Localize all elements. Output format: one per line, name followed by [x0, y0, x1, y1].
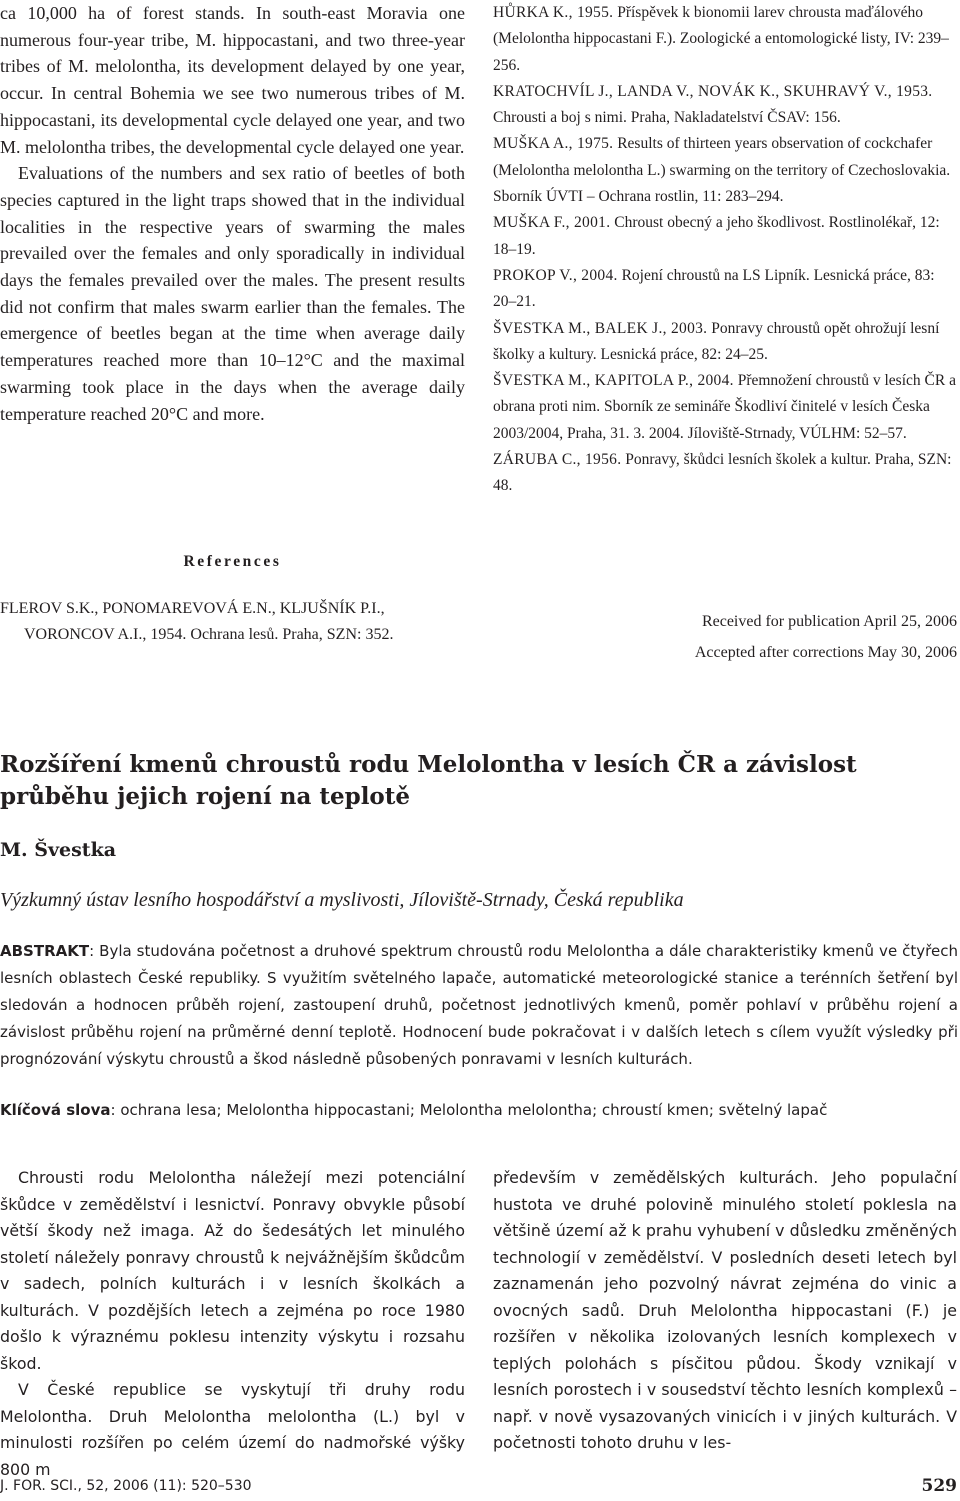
- reference-text: Ponravy, škůdci lesních školek a kultur. Praha, SZN: 48.: [493, 451, 952, 495]
- references-list: [493, 0, 957, 500]
- reference-item: [493, 210, 957, 263]
- received-date: Received for publication April 25, 2006: [701, 613, 957, 630]
- reference-author: ZÁRUBA C., 1956.: [493, 451, 622, 469]
- abstract-text: : Byla studována početnost a druhové spektrum chroustů rodu Melolontha a dále charakteristiky kmenů ve čtyřech lesních oblastech České republiky. S využitím světelného lapače, automatické meteorologické stanice a terénních šetření byl sledován a hodnocen průběh rojení, zastoupení druhů, početnost jednotlivých kmenů, poměr pohlaví v průběhu rojení a závislost průběhu rojení na průměrné denní teplotě. Hodnocení bude pokračovat i v dalších letech s cílem využít výsledky při prognózování výskytu chroustů a škod následně působených ponravami v lesních kulturách.: [0, 942, 958, 1068]
- reference-text: Results of thirteen years observation of cockchafer (Melolontha melolontha L.) swarming on the territory of Czechoslovakia. Sborník ÚVTI – Ochrana rostlin, 11: 283–294.: [493, 135, 951, 206]
- reference-line: VORONCOV A.I., 1954. Ochrana lesů. Praha, SZN: 352.: [24, 626, 394, 643]
- body-left-column: [0, 1165, 465, 1483]
- reference-author: HŮRKA K., 1955.: [493, 4, 614, 21]
- reference-text: Chrousti a boj s nimi. Praha, Nakladatelství ČSAV: 156.: [493, 109, 841, 127]
- abstract-label: ABSTRAKT: [0, 942, 90, 960]
- reference-author: PROKOP V., 2004.: [493, 266, 618, 284]
- body-paragraph: Chrousti rodu Melolontha náležejí mezi potenciální škůdce v zemědělství i lesnictví. Ponravy obvykle působí větší škody než imaga. Až do šedesátých let minulého století náležely ponravy chroustů k nejvážnějším škůdcům v sadech, polních kulturách i v lesních školkách a kulturách. V pozdějších letech a zejména po roce 1980 došlo k výraznému poklesu intenzity výskytu i rozsahu škod.: [0, 1168, 465, 1373]
- reference-text: Rojení chroustů na LS Lipník. Lesnická práce, 83: 20–21.: [493, 266, 935, 311]
- body-right-column: [493, 1165, 957, 1457]
- reference-author: ŠVESTKA M., BALEK J., 2003.: [493, 319, 708, 337]
- reference-line: FLEROV S.K., PONOMAREVOVÁ E.N., KLJUŠNÍK P.I.,: [0, 600, 385, 617]
- reference-text: Přemnožení chroustů v lesích ČR a obrana proti nim. Sborník ze semináře Škodliví činitelé v lesích Česka 2003/2004, Praha, 31. 3. 2004. Jíloviště-Strnady, VÚLHM: 52–57.: [493, 372, 956, 442]
- reference-item: [493, 263, 957, 316]
- reference-author: MUŠKA A., 1975.: [493, 135, 614, 153]
- reference-author: MUŠKA F., 2001.: [493, 214, 611, 232]
- reference-item: [493, 0, 957, 79]
- body-paragraph: především v zemědělských kulturách. Jeho populační hustota ve druhé polovině minulého století poklesla na většině území až k prahu vyhubení v důsledku změněných technologií v zemědělství. V posledních deseti letech byl zaznamenán jeho pozvolný návrat zejména do vinic a ovocných sadů. Druh Melolontha hippocastani (F.) je rozšířen v několika izolovaných lesních komplexech v teplých polohách s písčitou půdou. Škody vznikají v lesních porostech i v sousedství těchto lesních komplexů – např. v nově vysazovaných vinicích i v jiných kulturách. V početnosti tohoto druhu v les-: [493, 1168, 957, 1452]
- reference-text: Ponravy chroustů opět ohrožují lesní školky a kultury. Lesnická práce, 82: 24–25.: [493, 319, 940, 363]
- reference-flerov: [0, 596, 465, 648]
- article-title: Rozšíření kmenů chroustů rodu Melolontha v lesích ČR a závislost průběhu jejich rojení na teplotě: [0, 751, 857, 810]
- left-column-text: [0, 0, 465, 427]
- reference-item: [493, 79, 957, 132]
- publication-dates: [493, 606, 957, 668]
- keywords-text: : ochrana lesa; Melolontha hippocastani; Melolontha melolontha; chroustí kmen; světelný lapač: [110, 1101, 828, 1119]
- reference-author: KRATOCHVÍL J., LANDA V., NOVÁK K., SKUHRAVÝ V., 1953.: [493, 82, 933, 100]
- journal-citation: J. FOR. SCI., 52, 2006 (11): 520–530: [0, 1478, 252, 1494]
- reference-item: [493, 447, 957, 500]
- abstract: [0, 938, 958, 1073]
- keywords: [0, 1097, 958, 1124]
- references-heading: References: [183, 553, 282, 570]
- reference-item: [493, 131, 957, 210]
- reference-item: [493, 316, 957, 369]
- reference-author: ŠVESTKA M., KAPITOLA P., 2004.: [493, 372, 734, 390]
- paragraph-evaluations: Evaluations of the numbers and sex ratio of beetles of both species captured in the light traps showed that in the individual localities in the respective years of swarming the males prevailed over the females and only sporadically in individual days the females prevailed over the males. The present results did not confirm that males swarm earlier than the females. The emergence of beetles began at the time when average daily temperatures reached more than 10–12°C and the maximal swarming took place in the days when the average daily temperature reached 20°C and more.: [0, 163, 465, 424]
- body-paragraph: V České republice se vyskytují tři druhy rodu Melolontha. Druh Melolontha melolontha (L.) byl v minulosti rozšířen po celém území do nadmořské výšky 800 m: [0, 1380, 465, 1479]
- reference-text: Příspěvek k bionomii larev chrousta maďálového (Melolontha hippocastani F.). Zoologické a entomologické listy, IV: 239–256.: [493, 4, 949, 74]
- article-author: M. Švestka: [0, 839, 117, 861]
- author-institute: Výzkumný ústav lesního hospodářství a myslivosti, Jíloviště-Strnady, Česká republika: [0, 889, 684, 911]
- keywords-label: Klíčová slova: [0, 1101, 111, 1119]
- reference-item: [493, 368, 957, 447]
- accepted-date: Accepted after corrections May 30, 2006: [694, 644, 957, 661]
- paragraph-tribes: ca 10,000 ha of forest stands. In south-east Moravia one numerous four-year tribe, M. hippocastani, and two three-year tribes of M. melolontha, its development delayed by one year, occur. In central Bohemia we see two numerous tribes of M. hippocastani, its developmental cycle delayed one year, and two M. melolontha tribes, the developmental cycle delayed one year.: [0, 3, 465, 157]
- page-number: 529: [921, 1476, 957, 1496]
- reference-text: Chroust obecný a jeho škodlivost. Rostlinolékař, 12: 18–19.: [493, 214, 940, 258]
